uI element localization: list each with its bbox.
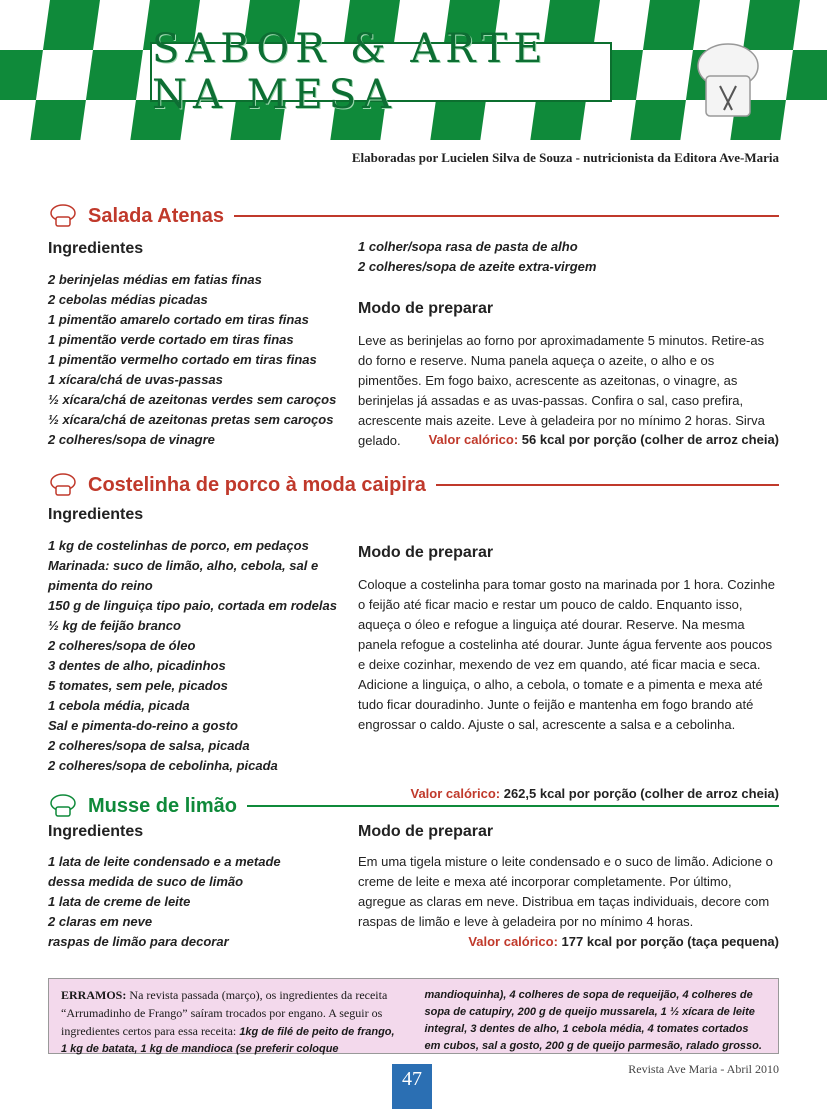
chef-hat-icon (692, 40, 764, 126)
prep-text: Coloque a costelinha para tomar gosto na marinada por 1 hora. Cozinhe o feijão até ficar macio e restar um pouco de caldo. Enquanto isso, aqueça o óleo e refogue a linguiça até dourar. Reserve. Na mesma panela refogue a costelinha até dourar. Junte água fervente aos poucos e deixe cozinhar, mexendo de vez em quando, até ficar macia e seca. Adicione a linguiça, o alho, a cebola, o tomate e a pimenta e mexa até tudo ficar douradinho. Junte o feijão e mantenha em fogo brando até engrossar o caldo. Ajuste o sal, acrescente a salsa e a cebolinha. (358, 577, 775, 732)
list-item: 150 g de linguiça tipo paio, cortada em rodelas (48, 598, 337, 613)
list-item: 3 dentes de alho, picadinhos (48, 658, 226, 673)
prep-heading: Modo de preparar (358, 300, 494, 317)
list-item: 1 pimentão amarelo cortado em tiras finas (48, 312, 309, 327)
errata-left-column (61, 987, 403, 1055)
calorie-amount: 56 kcal por porção (colher de arroz cheia) (521, 432, 779, 447)
magazine-footer: Revista Ave Maria - Abril 2010 (628, 1062, 779, 1076)
list-item: Sal e pimenta-do-reino a gosto (48, 718, 238, 733)
list-item: dessa medida de suco de limão (48, 874, 244, 889)
list-item: 2 berinjelas médias em fatias finas (48, 272, 262, 287)
recipe-title-musse (48, 793, 779, 819)
list-item: pimenta do reino (48, 578, 153, 593)
list-item: 2 colheres/sopa de vinagre (48, 432, 215, 447)
calorie-label: Valor calórico: (410, 786, 501, 801)
list-item: 2 colheres/sopa de azeite extra-virgem (358, 259, 597, 274)
list-item: 1 lata de leite condensado e a metade (48, 854, 281, 869)
header-banner (0, 0, 827, 140)
ingredients-list (48, 536, 348, 776)
byline: Elaboradas por Lucielen Silva de Souza - nutricionista da Editora Ave-Maria (351, 150, 779, 165)
ingredients-heading: Ingredientes (48, 823, 144, 840)
recipe-title-text: Salada Atenas (88, 204, 224, 227)
list-item: 1 pimentão verde cortado em tiras finas (48, 332, 294, 347)
section-divider (247, 805, 779, 807)
ingredients-heading: Ingredientes (48, 506, 144, 523)
chef-hat-small-icon (48, 793, 78, 819)
list-item: ½ xícara/chá de azeitonas pretas sem caroços (48, 412, 334, 427)
section-divider (234, 215, 779, 217)
prep-heading: Modo de preparar (358, 544, 494, 561)
recipe-title-salada (48, 203, 779, 229)
list-item: ½ kg de feijão branco (48, 618, 181, 633)
errata-label: ERRAMOS: (61, 988, 127, 1002)
list-item: 2 colheres/sopa de salsa, picada (48, 738, 250, 753)
recipe-title-text: Costelinha de porco à moda caipira (88, 473, 426, 496)
calorie-value (429, 432, 779, 447)
list-item: 2 cebolas médias picadas (48, 292, 208, 307)
calorie-amount: 177 kcal por porção (taça pequena) (561, 934, 779, 949)
calorie-value (468, 934, 779, 949)
list-item: 1 lata de creme de leite (48, 894, 191, 909)
calorie-label: Valor calórico: (468, 934, 558, 949)
list-item: 1 kg de costelinhas de porco, em pedaços (48, 538, 309, 553)
errata-ingredients-left: 1kg de filé de peito de frango, 1 kg de batata, 1 kg de mandioca (se preferir coloque (61, 1026, 395, 1055)
ingredients-list (48, 852, 348, 952)
page-number: 47 (392, 1064, 432, 1109)
list-item: 5 tomates, sem pele, picados (48, 678, 228, 693)
errata-ingredients-right: mandioquinha), 4 colheres de sopa de requeijão, 4 colheres de sopa de catupiry, 200 g de queijo mussarela, 1 ½ xícara de leite integral, 3 dentes de alho, 1 cebola média, 4 tomates cortados em cubos, sal a gosto, 200 g de queijo parmesão, ralado grosso. (424, 989, 762, 1052)
errata-text: Na revista passada (março), os ingredientes da receita “Arrumadinho de Frango” saíram trocados por engano. A seguir os ingredientes certos para essa receita: (61, 988, 388, 1038)
prep-heading: Modo de preparar (358, 823, 494, 840)
ingredients-heading: Ingredientes (48, 240, 144, 257)
list-item: 1 cebola média, picada (48, 698, 190, 713)
list-item: 1 colher/sopa rasa de pasta de alho (358, 239, 578, 254)
prep-text: Leve as berinjelas ao forno por aproximadamente 5 minutos. Retire-as do forno e reserve. Numa panela aqueça o azeite, o alho e os pimentões. Em fogo baixo, acrescente as azeitonas, o vinagre, as berinjelas já assadas e as uvas-passas. Confira o sal, caso prefira, acrescente mais azeite. Leve à geladeira por no mínimo 2 horas. Sirva gelado. (358, 333, 765, 448)
list-item: raspas de limão para decorar (48, 934, 229, 949)
section-divider (436, 484, 779, 486)
errata-box (48, 978, 779, 1054)
recipe-title-text: Musse de limão (88, 794, 237, 817)
page-title: SABOR & ARTE NA MESA (150, 42, 612, 102)
ingredients-list (48, 270, 348, 450)
chef-hat-small-icon (48, 203, 78, 229)
calorie-amount: 262,5 kcal por porção (colher de arroz cheia) (503, 786, 779, 801)
list-item: 2 colheres/sopa de cebolinha, picada (48, 758, 278, 773)
list-item: 1 pimentão vermelho cortado em tiras finas (48, 352, 317, 367)
list-item: Marinada: suco de limão, alho, cebola, sal e (48, 558, 319, 573)
calorie-label: Valor calórico: (428, 432, 519, 447)
prep-text: Em uma tigela misture o leite condensado e o suco de limão. Adicione o creme de leite e mexa até incorporar completamente. Por último, agregue as claras em neve. Distribua em taças individuais, decore com raspas de limão e leve à geladeira por no mínimo 4 horas. (358, 854, 773, 929)
list-item: 2 colheres/sopa de óleo (48, 638, 196, 653)
recipe-title-costelinha (48, 472, 779, 498)
ingredients-list-continued (358, 237, 778, 277)
chef-hat-small-icon (48, 472, 78, 498)
list-item: 1 xícara/chá de uvas-passas (48, 372, 223, 387)
list-item: 2 claras em neve (48, 914, 153, 929)
list-item: ½ xícara/chá de azeitonas verdes sem caroços (48, 392, 337, 407)
